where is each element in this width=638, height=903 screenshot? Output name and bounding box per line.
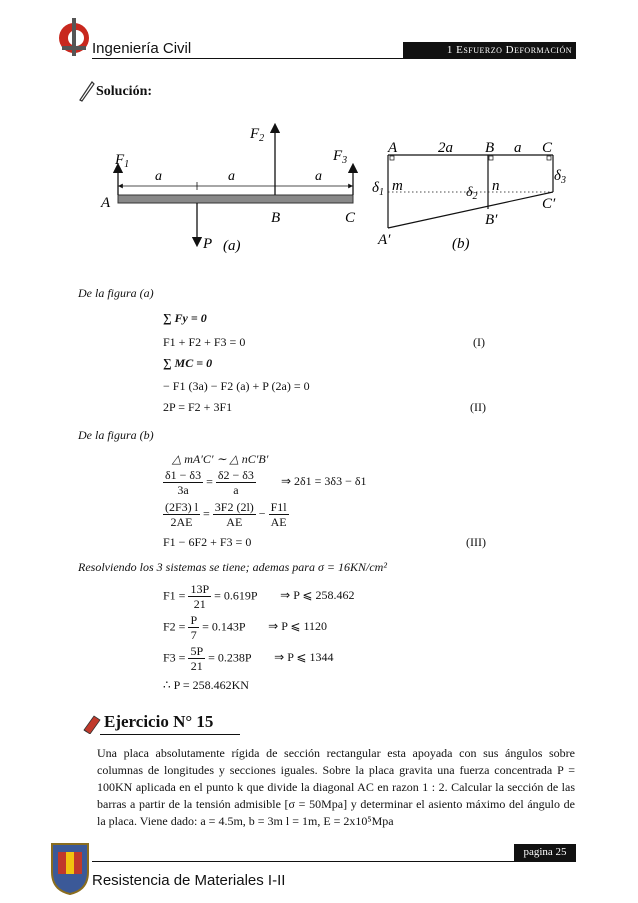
result-f3: F3 = $\frac{5P}{21}$ = 0.238P ⇒ P ⩽ 1344 [163, 644, 334, 673]
pencil-icon [78, 80, 96, 102]
strain-equation: $\frac{(2F3) l}{2AE}$ = $\frac{3F2 (2l)}{AE}$ − $\frac{F1l}{AE}$ [165, 500, 287, 529]
figure-a-beam [95, 118, 370, 258]
exercise-rule [100, 734, 240, 735]
label-a-dim-3: a [315, 169, 322, 184]
result-f2: F2 = $\frac{P}{7}$ = 0.143P ⇒ P ⩽ 1120 [163, 613, 328, 642]
label-a-prime: A′ [378, 232, 391, 248]
footer-title: Resistencia de Materiales I-II [92, 872, 286, 889]
header-title: Ingeniería Civil [92, 40, 192, 57]
similar-triangles: △ mA′C′ ∼ △ nC′B′ [172, 452, 269, 466]
chapter-badge: 1 Esfuerzo Deformación [403, 42, 576, 58]
label-delta2: $\delta_2$ [466, 185, 478, 202]
sum-mc: ∑ MC = 0 [163, 356, 213, 370]
label-b-prime: B′ [485, 212, 498, 228]
heading-figure-a: De la figura (a) [78, 286, 154, 300]
header-rule [92, 58, 576, 59]
eraser-icon [80, 712, 102, 734]
exercise-text: Una placa absolutamente rígida de sección rectangular esta apoyada con sus ángulos sobre columnas de longitudes y secciones iguales. Sobre la placa gravita una fuerza concentrada P = 100KN aplicada en el punto k que divide la diagonal AC en razon 1 : 2. Calcular la sección de las barras a partir de la tensión admisible [σ = 50Mpa] y determinar el asiento máximo del ángulo de la placa. Viene dado: a = 4.5m, b = 3m l = 1m, E = 2x10⁵Mpa [97, 746, 575, 828]
solution-label: Solución: [96, 84, 153, 99]
caption-b: (b) [452, 236, 470, 252]
label-a-dim-1: a [155, 169, 162, 184]
tag-iii: (III) [466, 535, 486, 549]
page-number-badge: pagina 25 [514, 844, 576, 861]
tag-i: (I) [473, 335, 485, 349]
label-point-a: A [101, 195, 111, 211]
label-delta3: $\delta_3$ [554, 168, 566, 186]
label-c-prime: C′ [542, 196, 556, 212]
footer-rule [92, 861, 576, 862]
label-b-2a: 2a [438, 140, 453, 156]
label-delta1: $\delta_1$ [372, 180, 384, 198]
label-point-c: C [345, 210, 356, 226]
sum-fy: ∑ Fy = 0 [163, 311, 207, 325]
label-f1: $F_1$ [115, 152, 130, 170]
caption-a: (a) [223, 238, 241, 254]
exercise-title: Ejercicio N° 15 [104, 712, 214, 731]
beam [118, 195, 353, 203]
eq-compat: F1 − 6F2 + F3 = 0 [163, 535, 252, 549]
crest-logo [48, 840, 92, 896]
label-m: m [392, 178, 403, 194]
heading-figure-b: De la figura (b) [78, 428, 154, 442]
label-load-p: P [203, 236, 213, 252]
label-point-b: B [271, 210, 281, 226]
eq-forces: F1 + F2 + F3 = 0 [163, 335, 246, 349]
resolving-text: Resolviendo los 3 sistemas se tiene; ademas para σ = 16KN/cm² [78, 560, 387, 574]
label-f2: $F_2$ [250, 126, 265, 144]
label-b-b: B [485, 140, 495, 156]
tag-ii: (II) [470, 400, 486, 414]
label-n: n [492, 178, 500, 194]
label-b-a: A [388, 140, 398, 156]
eq-2p: 2P = F2 + 3F1 [163, 400, 233, 414]
university-logo [56, 16, 92, 58]
figure-b-deflection [368, 132, 576, 260]
label-a-dim-2: a [228, 169, 235, 184]
label-b-adim: a [514, 140, 522, 156]
result-f1: F1 = $\frac{13P}{21}$ = 0.619P ⇒ P ⩽ 258.462 [163, 582, 355, 611]
label-b-c: C [542, 140, 553, 156]
eq-moments: − F1 (3a) − F2 (a) + P (2a) = 0 [163, 379, 310, 393]
label-f3: $F_3$ [333, 148, 348, 166]
ratio-equation: $\frac{\delta 1 - \delta 3}{3a}$ = $\frac{\delta 2 - \delta 3}{a}$ ⇒ 2δ1 = 3δ3 − δ1 [165, 468, 367, 497]
conclusion: ∴ P = 258.462KN [163, 678, 249, 692]
